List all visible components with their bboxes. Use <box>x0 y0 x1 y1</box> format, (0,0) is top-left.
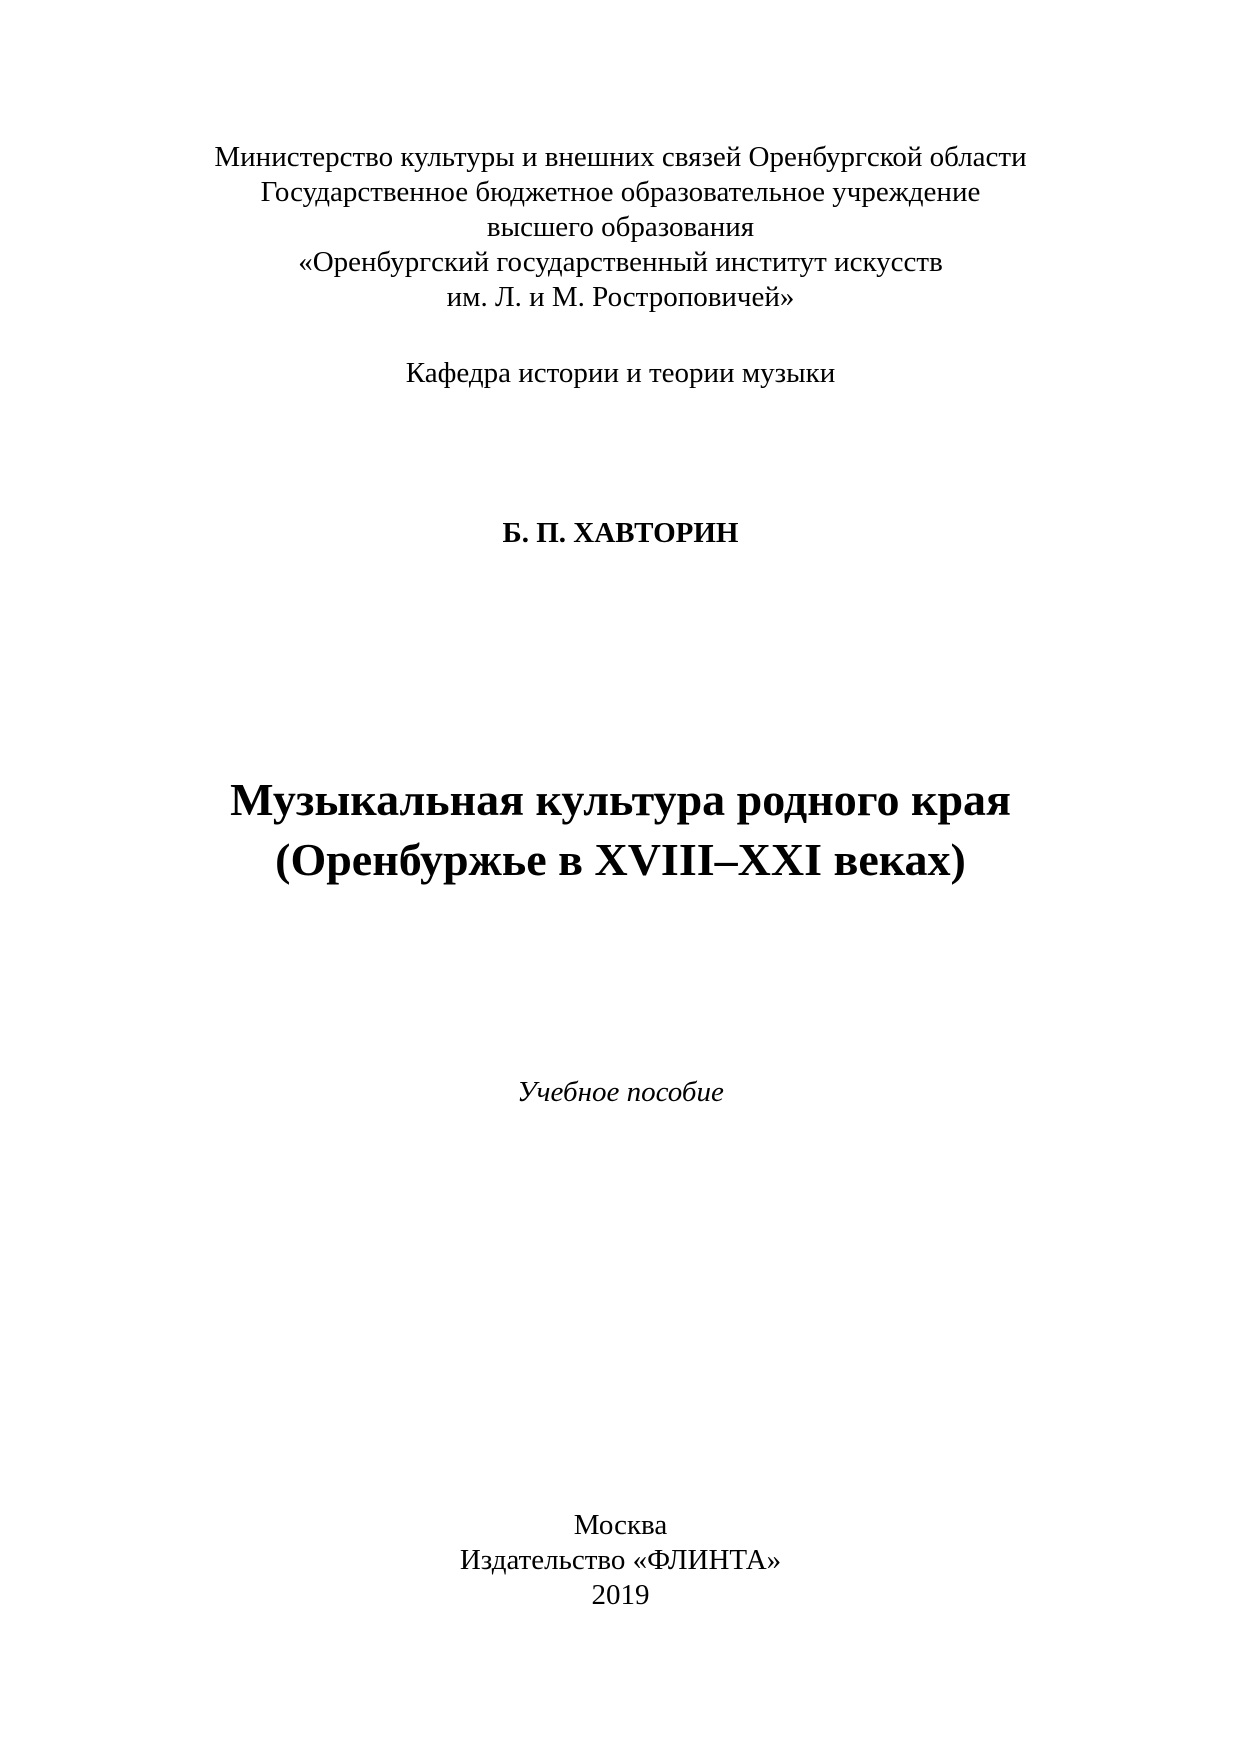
education-level-line: высшего образования <box>486 211 755 243</box>
ministry-line: Министерство культуры и внешних связей Оренбургской области <box>214 141 1027 173</box>
imprint <box>0 1508 1241 1613</box>
imprint-publisher: Издательство «ФЛИНТА» <box>459 1544 782 1576</box>
institute-name-line: «Оренбургский государственный институт искусств <box>298 246 943 278</box>
imprint-city: Москва <box>573 1509 668 1541</box>
publication-type: Учебное пособие <box>517 1076 724 1108</box>
institute-name-continued-line: им. Л. и М. Ростроповичей» <box>446 281 795 313</box>
institution-type-line: Государственное бюджетное образовательное учреждение <box>260 176 981 208</box>
book-title-line-1: Музыкальная культура родного края <box>230 774 1011 825</box>
imprint-year: 2019 <box>591 1579 650 1611</box>
department-name: Кафедра истории и теории музыки <box>405 357 836 389</box>
book-title <box>0 770 1241 890</box>
author-name: Б. П. ХАВТОРИН <box>502 517 739 549</box>
book-title-line-2: (Оренбуржье в XVIII–XXI веках) <box>275 834 966 885</box>
institution-header <box>0 140 1241 315</box>
